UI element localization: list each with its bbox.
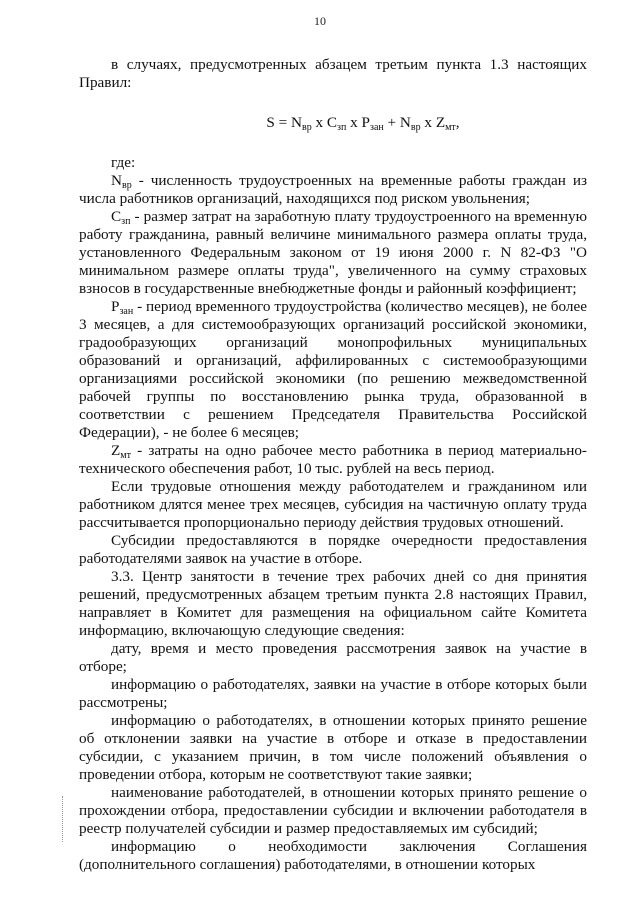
intro-paragraph: в случаях, предусмотренных абзацем третьим пункта 1.3 настоящих Правил: [79, 56, 587, 91]
formula-end: , [455, 114, 460, 131]
formula-sub-czp: зп [337, 122, 347, 133]
formula [79, 114, 587, 132]
definition-p [79, 298, 587, 442]
symbol-p: P [111, 298, 120, 315]
formula-sub-nvr: вр [301, 122, 312, 133]
symbol-n: N [111, 172, 122, 189]
symbol-p-sub: зан [119, 306, 134, 317]
list-item-agreement-info: информацию о необходимости заключения Соглашения (дополнительного соглашения) работодателями, в отношении которых [79, 838, 587, 873]
paragraph-3-3: 3.3. Центр занятости в течение трех рабочих дней со дня принятия решений, предусмотренных абзацем третьим пункта 2.8 настоящих Правил, направляет в Комитет для размещения на официальном сайте Комитета информацию, включающую следующие сведения: [79, 568, 587, 639]
formula-x2: x P [346, 114, 370, 131]
definition-c [79, 208, 587, 298]
formula-plus: + N [383, 114, 411, 131]
list-item-selected-employers: наименование работодателей, в отношении которых принято решение о прохождении отбора, предоставлении субсидии и включении работодателя в реестр получателей субсидии и размер предоставляемых им субсидий; [79, 784, 587, 837]
formula-sub-pzan: зан [370, 122, 384, 133]
symbol-n-sub: вр [121, 180, 132, 191]
margin-scan-mark [62, 796, 64, 842]
symbol-z: Z [111, 442, 121, 459]
definition-z-text: - затраты на одно рабочее место работника в период материально-технического обеспечения работ, 10 тыс. рублей на весь период. [79, 442, 587, 477]
document-body [79, 56, 587, 874]
definition-p-text: - период временного трудоустройства (количество месяцев), не более 3 месяцев, а для системообразующих организаций российской экономики, градообразующих организаций монопрофильных муниципальных образований и организаций, аффилированных с системообразующими организациями российской экономики (по решению межведомственной рабочей группы по восстановлению рынка труда, образованной в соответствии с решением Председателя Правительства Российской Федерации), - не более 6 месяцев; [79, 298, 587, 441]
formula-x3: x Z [420, 114, 446, 131]
symbol-c: C [111, 208, 122, 225]
list-item-rejected-employers: информацию о работодателях, в отношении которых принято решение об отклонении заявки на участие в отборе и отказе в предоставлении субсидии, с указанием причин, в том числе положений объявления о проведении отбора, которым не соответствуют такие заявки; [79, 712, 587, 783]
paragraph-subsidies-order: Субсидии предоставляются в порядке очередности предоставления работодателями заявок на участие в отборе. [79, 532, 587, 567]
formula-x1: x C [311, 114, 338, 131]
formula-sub-zmt: мт [445, 122, 456, 133]
definition-z [79, 442, 587, 478]
symbol-c-sub: зп [121, 216, 131, 227]
page-number: 10 [314, 14, 326, 28]
formula-sub-nvr2: вр [410, 122, 421, 133]
definition-n [79, 172, 587, 208]
formula-lhs: S = N [266, 114, 302, 131]
list-item-date-time: дату, время и место проведения рассмотрения заявок на участие в отборе; [79, 640, 587, 675]
paragraph-labor-relations: Если трудовые отношения между работодателем и гражданином или работником длятся менее трех месяцев, субсидия на частичную оплату труда рассчитывается пропорционально периоду действия трудовых отношений. [79, 478, 587, 531]
definition-n-text: - численность трудоустроенных на временные работы граждан из числа работников организаций, находящихся под риском увольнения; [79, 172, 587, 207]
list-item-reviewed-employers: информацию о работодателях, заявки на участие в отборе которых были рассмотрены; [79, 676, 587, 711]
definition-c-text: - размер затрат на заработную плату трудоустроенного на временную работу гражданина, равный величине минимального размера оплаты труда, установленного Федеральным законом от 19 июня 2000 г. N 82-ФЗ "О минимальном размере оплаты труда", увеличенного на сумму страховых взносов в государственные внебюджетные фонды и районный коэффициент; [79, 208, 587, 297]
symbol-z-sub: мт [120, 450, 131, 461]
where-label: где: [111, 154, 136, 171]
